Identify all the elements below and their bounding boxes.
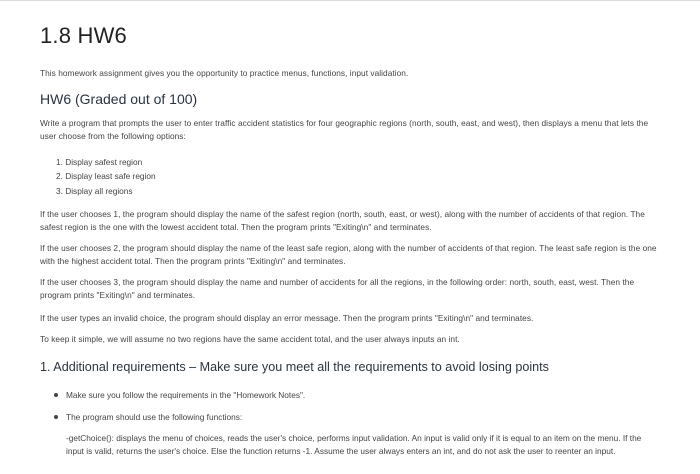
menu-options-list: [56, 155, 156, 198]
list-item: 1. Display safest region: [56, 157, 143, 167]
section-heading: HW6 (Graded out of 100): [40, 91, 198, 107]
additional-requirements-heading: 1. Additional requirements – Make sure you meet all the requirements to avoid losing points: [40, 360, 549, 374]
description-text: Write a program that prompts the user to enter traffic accident statistics for four geographic regions (north, south, east, and west), then displays a menu that lets the user choose from the following options:: [40, 118, 649, 141]
paragraph-choice-1: If the user chooses 1, the program should display the name of the safest region (north, south, east, or west), along with the number of accidents of that region. The safest region is the one with the lowest accident total. Then the program prints "Exiting\n" and terminates.: [40, 209, 645, 232]
list-item: 2. Display least safe region: [56, 171, 156, 182]
intro-text: This homework assignment gives you the opportunity to practice menus, functions, input validation.: [40, 68, 409, 78]
page-title: 1.8 HW6: [40, 23, 127, 48]
paragraph-invalid-choice: If the user types an invalid choice, the program should display an error message. Then the program prints "Exiting\n" and terminates.: [40, 313, 534, 323]
list-item: The program should use the following functions:: [54, 411, 664, 424]
function-description: -getChoice(): displays the menu of choices, reads the user's choice, performs input validation. An input is valid only if it is equal to an item on the menu. If the input is valid, returns the user's choice. Else the function returns -1. Assume the user always enters an int, and do not ask the user to reenter an input.: [66, 433, 642, 456]
paragraph-choice-3: If the user chooses 3, the program should display the name and number of accidents for all the regions, in the following order: north, south, east, west. Then the program prints "Exiting\n" and terminates.: [40, 277, 635, 300]
top-divider: [0, 0, 700, 1]
requirements-list: [54, 389, 664, 457]
list-item: Make sure you follow the requirements in the "Homework Notes".: [54, 389, 664, 402]
paragraph-assumptions: To keep it simple, we will assume no two regions have the same accident total, and the user always inputs an int.: [40, 334, 460, 344]
list-item: 3. Display all regions: [56, 185, 133, 196]
paragraph-choice-2: If the user chooses 2, the program should display the name of the least safe region, along with the number of accidents of that region. The least safe region is the one with the highest accident total. Then the program prints "Exiting\n" and terminates.: [40, 243, 657, 266]
